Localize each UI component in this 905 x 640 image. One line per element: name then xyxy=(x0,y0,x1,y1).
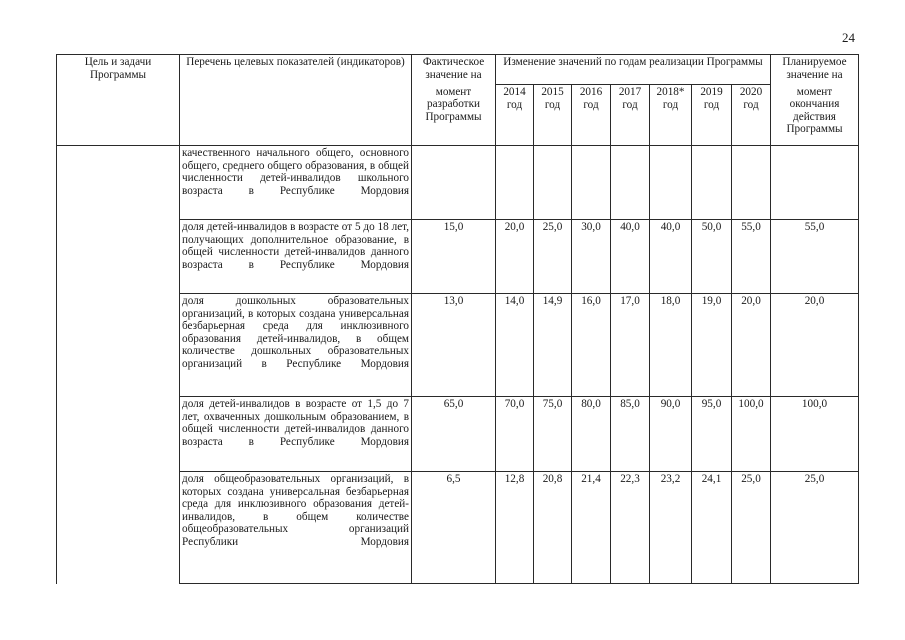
value-cell xyxy=(692,146,732,220)
value-cell: 20,0 xyxy=(732,294,771,397)
value-cell: 14,9 xyxy=(534,294,572,397)
value-cell: 22,3 xyxy=(611,472,650,584)
actual-value: 6,5 xyxy=(412,472,496,584)
value-cell: 40,0 xyxy=(650,220,692,294)
planned-value: 100,0 xyxy=(771,397,859,472)
goal-cell xyxy=(57,146,180,584)
value-cell: 19,0 xyxy=(692,294,732,397)
year-2014: 2014 год xyxy=(496,85,534,146)
year-2019: 2019 год xyxy=(692,85,732,146)
actual-value: 65,0 xyxy=(412,397,496,472)
value-cell xyxy=(732,146,771,220)
value-cell: 90,0 xyxy=(650,397,692,472)
header-planned-bottom: момент окончания действия Программы xyxy=(771,85,859,146)
header-actual-bottom: момент разработки Программы xyxy=(412,85,496,146)
value-cell xyxy=(611,146,650,220)
value-cell: 21,4 xyxy=(572,472,611,584)
indicator-text: доля дошкольных образовательных организаций, в которых создана универсальная безбарьерная среда для инклюзивного образования детей-инвалидов, в общем количестве дошкольных образовательных организаций в Республике Мордовия xyxy=(180,294,412,397)
value-cell: 55,0 xyxy=(732,220,771,294)
header-indicators: Перечень целевых показателей (индикаторов) xyxy=(180,55,412,146)
actual-value: 13,0 xyxy=(412,294,496,397)
value-cell: 12,8 xyxy=(496,472,534,584)
indicator-text: доля детей-инвалидов в возрасте от 5 до 18 лет, получающих дополнительное образование, в общей численности детей-инвалидов данного возраста в Республике Мордовия xyxy=(180,220,412,294)
indicators-table xyxy=(56,54,859,584)
value-cell: 80,0 xyxy=(572,397,611,472)
planned-value xyxy=(771,146,859,220)
value-cell: 30,0 xyxy=(572,220,611,294)
value-cell: 24,1 xyxy=(692,472,732,584)
value-cell: 20,8 xyxy=(534,472,572,584)
value-cell: 18,0 xyxy=(650,294,692,397)
value-cell: 16,0 xyxy=(572,294,611,397)
page-number: 24 xyxy=(842,30,855,45)
planned-value: 25,0 xyxy=(771,472,859,584)
year-2017: 2017 год xyxy=(611,85,650,146)
header-row xyxy=(57,55,859,85)
value-cell: 85,0 xyxy=(611,397,650,472)
header-planned-top: Планируемое значение на xyxy=(771,55,859,85)
indicator-text: качественного начального общего, основного общего, среднего общего образования, в общей численности детей-инвалидов школьного возраста в Республике Мордовия xyxy=(180,146,412,220)
value-cell xyxy=(534,146,572,220)
header-change: Изменение значений по годам реализации Программы xyxy=(496,55,771,85)
header-actual-top: Фактическое значение на xyxy=(412,55,496,85)
value-cell: 75,0 xyxy=(534,397,572,472)
value-cell: 95,0 xyxy=(692,397,732,472)
table-row xyxy=(57,146,859,220)
value-cell: 14,0 xyxy=(496,294,534,397)
header-goal: Цель и задачи Программы xyxy=(57,55,180,146)
year-2016: 2016 год xyxy=(572,85,611,146)
year-2018: 2018* год xyxy=(650,85,692,146)
planned-value: 20,0 xyxy=(771,294,859,397)
value-cell: 100,0 xyxy=(732,397,771,472)
value-cell xyxy=(496,146,534,220)
indicator-text: доля общеобразовательных организаций, в которых создана универсальная безбарьерная среда для инклюзивного образования детей-инвалидов, в общем количестве общеобразовательных организаций Республики Мордовия xyxy=(180,472,412,584)
year-2015: 2015 год xyxy=(534,85,572,146)
indicator-text: доля детей-инвалидов в возрасте от 1,5 до 7 лет, охваченных дошкольным образованием, в общей численности детей-инвалидов данного возраста в Республике Мордовия xyxy=(180,397,412,472)
value-cell xyxy=(572,146,611,220)
planned-value: 55,0 xyxy=(771,220,859,294)
value-cell xyxy=(650,146,692,220)
year-2020: 2020 год xyxy=(732,85,771,146)
actual-value: 15,0 xyxy=(412,220,496,294)
value-cell: 50,0 xyxy=(692,220,732,294)
value-cell: 17,0 xyxy=(611,294,650,397)
value-cell: 40,0 xyxy=(611,220,650,294)
actual-value xyxy=(412,146,496,220)
value-cell: 70,0 xyxy=(496,397,534,472)
value-cell: 25,0 xyxy=(534,220,572,294)
value-cell: 25,0 xyxy=(732,472,771,584)
value-cell: 23,2 xyxy=(650,472,692,584)
value-cell: 20,0 xyxy=(496,220,534,294)
